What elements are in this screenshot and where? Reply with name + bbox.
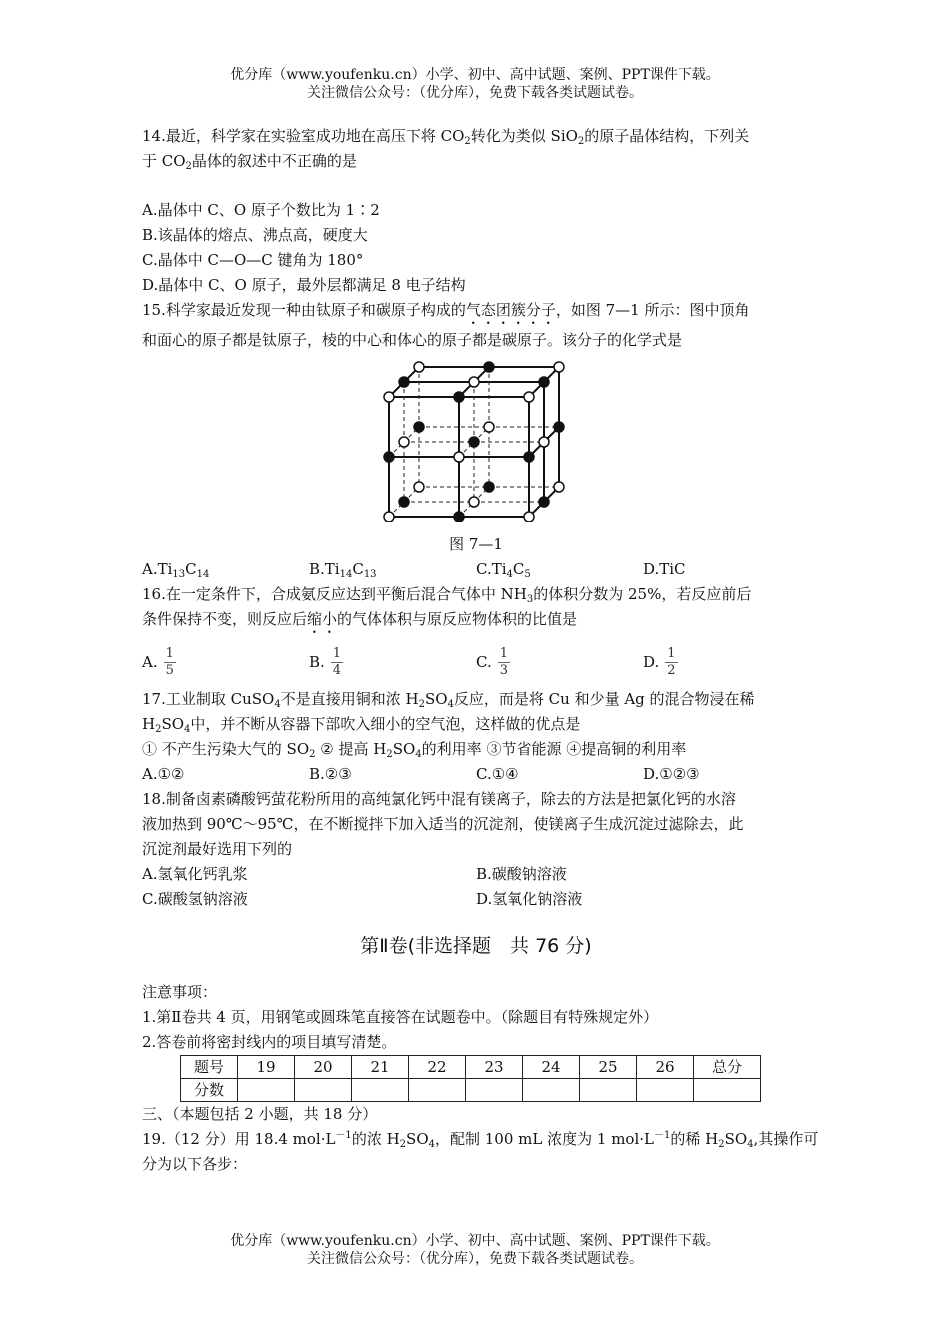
ti-atom [454, 452, 464, 462]
question-18 [142, 787, 810, 912]
c-atom [524, 452, 534, 462]
header-line-2: 关注微信公众号：（优分库），免费下载各类试题试卷。 [307, 85, 643, 101]
q14-option-c: C.晶体中 C—O—C 键角为 180° [142, 251, 364, 269]
score-table-col: 23 [466, 1056, 523, 1079]
score-table-score-row [181, 1079, 761, 1102]
header-line-1: 优分库（www.youfenku.cn）小学、初中、高中试题、案例、PPT课件下载。 [230, 67, 720, 83]
q18-option-b: B.碳酸钠溶液 [476, 865, 567, 883]
footer-line-1: 优分库（www.youfenku.cn）小学、初中、高中试题、案例、PPT课件下载。 [230, 1233, 720, 1249]
score-table-col: 26 [637, 1056, 694, 1079]
ti-atom [484, 422, 494, 432]
notice-heading: 注意事项： [142, 983, 218, 1001]
footer-line-2: 关注微信公众号：（优分库），免费下载各类试题试卷。 [307, 1251, 643, 1267]
score-cell[interactable] [295, 1079, 352, 1102]
score-table-col-total: 总分 [694, 1056, 761, 1079]
figure-caption: 图 7—1 [449, 535, 503, 553]
c-atom [384, 452, 394, 462]
score-table-col: 22 [409, 1056, 466, 1079]
ti-atom [414, 362, 424, 372]
q19-stem-line-1: 19.（12 分）用 18.4 $mol\cdot L^{-1}$的浓 $H_2SO_4$，配制 100 mL 浓度为 1 $mol\cdot L^{-1}$的稀 $H_2SO_4$,其操作可 [142, 1130, 819, 1150]
c-atom [539, 497, 549, 507]
content [142, 124, 819, 1177]
q14-stem-line-2: 于 $CO_2$晶体的叙述中不正确的是 [142, 152, 357, 172]
c-atom [399, 377, 409, 387]
question-17 [142, 687, 810, 787]
page-header [0, 66, 950, 102]
c-atom [454, 512, 464, 522]
c-atom [399, 497, 409, 507]
q17-option-d: D.①②③ [643, 765, 700, 783]
c-atom [539, 377, 549, 387]
score-cell[interactable] [238, 1079, 295, 1102]
score-cell[interactable] [409, 1079, 466, 1102]
c-atom [484, 482, 494, 492]
q14-option-b: B.该晶体的熔点、沸点高，硬度大 [142, 226, 368, 244]
notice-item-2: 2.答卷前将密封线内的项目填写清楚。 [142, 1033, 397, 1051]
crystal-figure [142, 357, 810, 522]
cube-lattice-diagram [374, 357, 574, 522]
question-16 [142, 582, 810, 687]
score-cell[interactable] [352, 1079, 409, 1102]
part-3-title: 三、（本题包括 2 小题，共 18 分） [142, 1105, 378, 1123]
ti-atom [384, 512, 394, 522]
score-table-col: 21 [352, 1056, 409, 1079]
q15-stem-line-2: 和面心的原子都是钛原子，棱的中心和体心的原子都是碳原子。该分子的化学式是 [142, 331, 683, 349]
score-table-label: 题号 [181, 1056, 238, 1079]
score-cell-total[interactable] [694, 1079, 761, 1102]
ti-atom [524, 392, 534, 402]
q14-option-d: D.晶体中 C、O 原子，最外层都满足 8 电子结构 [142, 276, 466, 294]
q16-option-a: A. $\frac{1}{5}$ [142, 645, 174, 678]
q18-option-a: A.氢氧化钙乳浆 [142, 865, 248, 883]
q17-stem-line-3: ① 不产生污染大气的 $SO_2$ ② 提高 $H_2SO_4$的利用率 ③节省能源 ④提高铜的利用率 [142, 740, 687, 760]
q18-stem-line-1: 18.制备卤素磷酸钙萤花粉所用的高纯氯化钙中混有镁离子，除去的方法是把氯化钙的水溶 [142, 790, 736, 808]
q16-options [142, 637, 810, 687]
score-table-col: 20 [295, 1056, 352, 1079]
section-2-title: 第Ⅱ卷(非选择题 共 76 分) [360, 935, 592, 957]
q16-stem-line-2: 条件保持不变，则反应后缩小的气体体积与原反应物体积的比值是 [142, 610, 578, 628]
q17-stem-line-2: $H_2SO_4$中，并不断从容器下部吹入细小的空气泡，这样做的优点是 [142, 715, 581, 735]
q14-stem-line-1: 14.最近，科学家在实验室成功地在高压下将 $CO_2$转化为类似 SiO$_2$的原子晶体结构，下列关 [142, 127, 750, 147]
q17-options [142, 762, 810, 787]
score-table-col: 19 [238, 1056, 295, 1079]
q18-option-d: D.氢氧化钠溶液 [476, 890, 583, 908]
q17-stem-line-1: 17.工业制取 CuSO$_4$不是直接用铜和浓 $H_2SO_4$反应，而是将 Cu 和少量 Ag 的混合物浸在稀 [142, 690, 755, 710]
page-footer [0, 1232, 950, 1268]
q14-option-a: A.晶体中 C、O 原子个数比为 1∶2 [142, 201, 380, 219]
ti-atom [399, 437, 409, 447]
c-atom [554, 422, 564, 432]
c-atom [414, 422, 424, 432]
q18-stem-line-2: 液加热到 90℃～95℃，在不断搅拌下加入适当的沉淀剂，使镁离子生成沉淀过滤除去，此 [142, 815, 744, 833]
score-cell[interactable] [580, 1079, 637, 1102]
q18-options-row-2 [142, 887, 810, 912]
q18-stem-line-3: 沉淀剂最好选用下列的 [142, 840, 293, 858]
q15-option-c: $C.Ti_4C_5$ [476, 560, 531, 580]
score-cell[interactable] [523, 1079, 580, 1102]
q15-option-a: $A.Ti_{13}C_{14}$ [142, 560, 210, 580]
q15-options [142, 557, 810, 582]
q16-option-d: D. $\frac{1}{2}$ [643, 645, 676, 678]
q16-option-b: B. $\frac{1}{4}$ [309, 645, 342, 678]
q16-option-c: C. $\frac{1}{3}$ [476, 645, 508, 678]
question-14 [142, 124, 810, 298]
q16-stem-line-1: 16.在一定条件下，合成氨反应达到平衡后混合气体中 $NH_3$的体积分数为 25%，若反应前后 [142, 585, 752, 605]
score-table-col: 24 [523, 1056, 580, 1079]
ti-atom [384, 392, 394, 402]
ti-atom [414, 482, 424, 492]
ti-atom [554, 362, 564, 372]
ti-atom [539, 437, 549, 447]
q17-option-b: B.②③ [309, 765, 352, 783]
notice-item-1: 1.第Ⅱ卷共 4 页，用钢笔或圆珠笔直接答在试题卷中。（除题目有特殊规定外） [142, 1008, 659, 1026]
q19-stem-line-2: 分为以下各步： [142, 1155, 248, 1173]
q15-option-d: D.TiC [643, 560, 686, 578]
score-table [180, 1055, 761, 1102]
q18-option-c: C.碳酸氢钠溶液 [142, 890, 248, 908]
q17-option-a: A.①② [142, 765, 185, 783]
score-table-label: 分数 [181, 1079, 238, 1102]
score-table-col: 25 [580, 1056, 637, 1079]
q18-options-row-1 [142, 862, 810, 887]
ti-atom [469, 377, 479, 387]
ti-atom [469, 497, 479, 507]
score-cell[interactable] [466, 1079, 523, 1102]
c-atom [454, 392, 464, 402]
q17-option-c: C.①④ [476, 765, 519, 783]
ti-atom [524, 512, 534, 522]
q15-stem-line-1: 15.科学家最近发现一种由钛原子和碳原子构成的气态团簇分子，如图 7—1 所示：图中顶角 [142, 301, 750, 319]
c-atom [469, 437, 479, 447]
score-cell[interactable] [637, 1079, 694, 1102]
ti-atom [554, 482, 564, 492]
c-atom [484, 362, 494, 372]
score-table-header-row [181, 1056, 761, 1079]
q15-option-b: $B.Ti_{14}C_{13}$ [309, 560, 377, 580]
question-15 [142, 298, 810, 582]
